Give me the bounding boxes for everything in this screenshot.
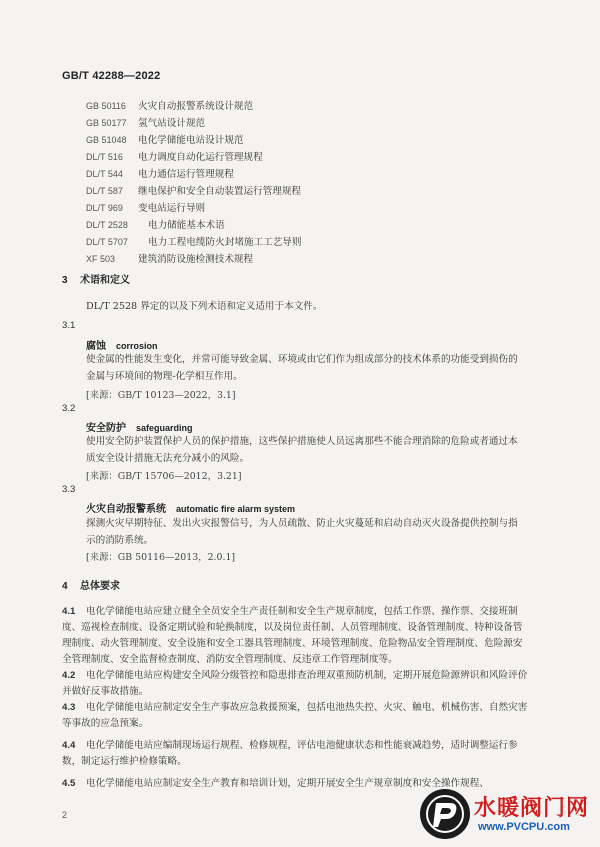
reference-item <box>86 217 302 234</box>
term-en: corrosion <box>116 341 158 351</box>
term-source: [来源：GB/T 10123—2022，3.1] <box>86 390 236 401</box>
reference-item <box>86 115 302 132</box>
clause <box>62 668 528 700</box>
term-definition: 使金属的性能发生变化，并常可能导致金属、环境或由它们作为组成部分的技术体系的功能受到损伤的金属与环境间的物理-化学相互作用。 <box>86 354 518 382</box>
section-number: 4 <box>62 581 68 592</box>
term-heading <box>86 419 193 434</box>
term-zh: 安全防护 <box>86 423 126 434</box>
clause-number: 4.4 <box>62 740 76 751</box>
reference-code: XF 503 <box>86 254 116 264</box>
clause-number: 4.3 <box>62 702 76 713</box>
reference-item <box>86 234 302 251</box>
reference-title: 电力调度自动化运行管理规程 <box>138 152 263 163</box>
reference-title: 氢气站设计规范 <box>138 118 206 129</box>
normative-references-list <box>86 98 302 268</box>
reference-code: GB 50177 <box>86 118 127 128</box>
reference-title: 火灾自动报警系统设计规范 <box>138 101 254 112</box>
term-definition: 探测火灾早期特征、发出火灾报警信号，为人员疏散、防止火灾蔓延和启动自动灭火设备提供控制与指示的消防系统。 <box>86 518 518 546</box>
reference-item <box>86 200 302 217</box>
reference-item <box>86 251 302 268</box>
clause <box>62 700 528 732</box>
term-zh: 腐蚀 <box>86 341 106 352</box>
reference-item <box>86 149 302 166</box>
term-zh: 火灾自动报警系统 <box>86 504 166 515</box>
section-heading <box>62 271 130 286</box>
term-source: [来源：GB/T 15706—2012，3.21] <box>86 471 242 482</box>
term-definition: 使用安全防护装置保护人员的保护措施，这些保护措施使人员远离那些不能合理消除的危险或者通过本质安全设计措施无法充分减小的风险。 <box>86 436 518 464</box>
clause-number: 4.2 <box>62 670 76 681</box>
clause-number: 4.5 <box>62 778 76 789</box>
clause-text: 电化学储能电站应构建安全风险分级管控和隐患排查治理双重预防机制，定期开展危险源辨识和风险评价并做好反事故措施。 <box>62 670 528 697</box>
reference-title: 继电保护和安全自动装置运行管理规程 <box>138 186 302 197</box>
reference-code: GB 50116 <box>86 101 126 111</box>
clause-number: 4.1 <box>62 606 76 617</box>
section-heading <box>62 577 120 592</box>
standard-code-header: GB/T 42288—2022 <box>62 70 161 82</box>
reference-code: DL/T 969 <box>86 203 123 213</box>
reference-code: DL/T 516 <box>86 152 123 162</box>
reference-title: 电化学储能电站设计规范 <box>138 135 244 146</box>
reference-item <box>86 98 302 115</box>
term-en: automatic fire alarm system <box>176 504 296 514</box>
term-heading <box>86 500 295 515</box>
reference-title: 电力工程电缆防火封堵施工工艺导则 <box>148 237 302 248</box>
reference-item <box>86 166 302 183</box>
reference-title: 变电站运行导则 <box>138 203 206 214</box>
watermark-logo-icon <box>420 789 470 839</box>
reference-title: 电力储能基本术语 <box>148 220 225 231</box>
site-watermark <box>420 789 592 839</box>
reference-title: 建筑消防设施检测技术规程 <box>138 254 254 265</box>
clause <box>62 604 528 668</box>
reference-item <box>86 183 302 200</box>
term-heading <box>86 337 158 352</box>
term-number: 3.3 <box>62 484 76 495</box>
page-number: 2 <box>62 810 68 820</box>
term-number: 3.2 <box>62 403 76 414</box>
reference-item <box>86 132 302 149</box>
reference-title: 电力通信运行管理规程 <box>138 169 234 180</box>
clause-text: 电化学储能电站应编制现场运行规程、检修规程，评估电池健康状态和性能衰减趋势，适时调整运行参数，制定运行维护检修策略。 <box>62 740 518 767</box>
watermark-title: 水暖阀门网 <box>474 796 590 821</box>
clause-text: 电化学储能电站应制定安全生产教育和培训计划，定期开展安全生产规章制度和安全操作规程、 <box>86 778 489 789</box>
reference-code: DL/T 587 <box>86 186 123 196</box>
clause-text: 电化学储能电站应建立健全全员安全生产责任制和安全生产规章制度，包括工作票、操作票、交接班制度、巡视检查制度、设备定期试验和轮换制度，以及岗位责任制、人员管理制度、设备管理制度、特种设备管理制度、动火管理制度、安全设施和安全工器具管理制度、环境管理制度、危险物品安全管理制度、危险源安全管理制度、安全监督检查制度、消防安全管理制度、反违章工作管理制度等。 <box>62 606 523 665</box>
reference-code: GB 51048 <box>86 135 127 145</box>
section-number: 3 <box>62 275 68 286</box>
section-title: 术语和定义 <box>80 275 130 286</box>
term-source: [来源：GB 50116—2013，2.0.1] <box>86 552 236 563</box>
watermark-logo-graphic <box>420 789 470 839</box>
clause-text: 电化学储能电站应制定安全生产事故应急救援预案，包括电池热失控、火灾、触电、机械伤害、自然灾害等事故的应急预案。 <box>62 702 528 729</box>
term-number: 3.1 <box>62 320 76 331</box>
reference-code: DL/T 544 <box>86 169 123 179</box>
clause <box>62 738 528 770</box>
watermark-url: www.PVCPU.com <box>478 821 570 833</box>
reference-code: DL/T 2528 <box>86 220 128 230</box>
section-intro: DL/T 2528 界定的以及下列术语和定义适用于本文件。 <box>86 301 323 312</box>
section-title: 总体要求 <box>80 581 120 592</box>
reference-code: DL/T 5707 <box>86 237 128 247</box>
term-en: safeguarding <box>136 423 193 433</box>
